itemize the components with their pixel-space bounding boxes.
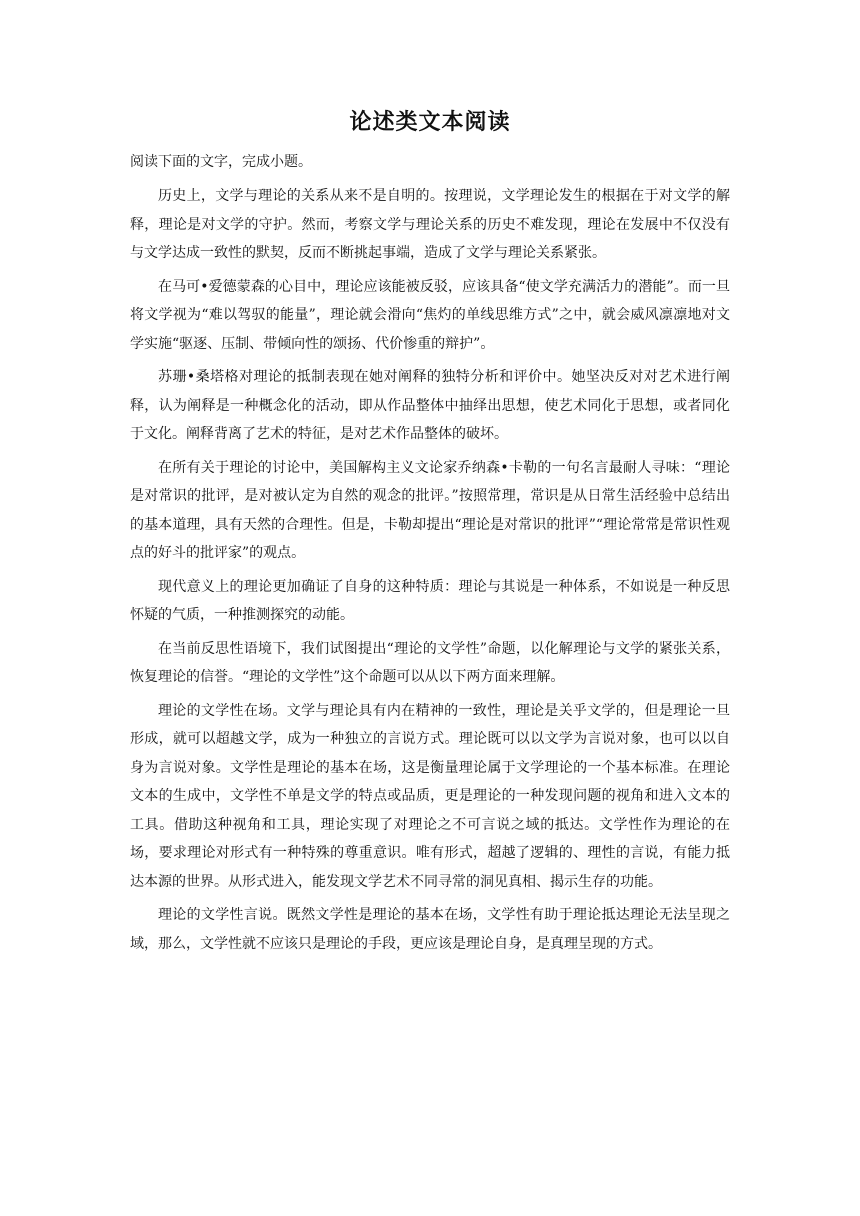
paragraph-5: 现代意义上的理论更加确证了自身的这种特质：理论与其说是一种体系，不如说是一种反思怀疑的气质，一种推测探究的动能。 (130, 578, 730, 623)
paragraph-3: 苏珊•桑塔格对理论的抵制表现在她对阐释的独特分析和评价中。她坚决反对对艺术进行阐释，认为阐释是一种概念化的活动，即从作品整体中抽绎出思想，使艺术同化于思想，或者同化于文化。阐释背离了艺术的特征，是对艺术作品整体的破坏。 (130, 369, 730, 442)
instructions: 阅读下面的文字，完成小题。 (130, 154, 312, 170)
paragraph-2: 在马可•爱德蒙森的心目中，理论应该能被反驳，应该具备“使文学充满活力的潜能”。而一旦将文学视为“难以驾驭的能量”，理论就会滑向“焦灼的单线思维方式”之中，就会威风凛凛地对文学实施“驱逐、压制、带倾向性的颂扬、代价惨重的辩护”。 (130, 278, 730, 352)
document-title: 论述类文本阅读 (349, 110, 511, 135)
paragraph-6: 在当前反思性语境下，我们试图提出“理论的文学性”命题，以化解理论与文学的紧张关系，恢复理论的信誉。“理论的文学性”这个命题可以从以下两方面来理解。 (130, 640, 730, 685)
paragraph-8: 理论的文学性言说。既然文学性是理论的基本在场，文学性有助于理论抵达理论无法呈现之域，那么，文学性就不应该只是理论的手段，更应该是理论自身，是真理呈现的方式。 (130, 907, 730, 952)
paragraph-7: 理论的文学性在场。文学与理论具有内在精神的一致性，理论是关乎文学的，但是理论一旦形成，就可以超越文学，成为一种独立的言说方式。理论既可以以文学为言说对象，也可以以自身为言说对象。文学性是理论的基本在场，这是衡量理论属于文学理论的一个基本标准。在理论文本的生成中，文学性不单是文学的特点或品质，更是理论的一种发现问题的视角和进入文本的工具。借助这种视角和工具，理论实现了对理论之不可言说之域的抵达。文学性作为理论的在场，要求理论对形式有一种特殊的尊重意识。唯有形式，超越了逻辑的、理性的言说，有能力抵达本源的世界。从形式进入，能发现文学艺术不同寻常的洞见真相、揭示生存的功能。 (130, 702, 730, 890)
document-page (130, 108, 730, 963)
paragraph-4: 在所有关于理论的讨论中，美国解构主义文论家乔纳森•卡勒的一句名言最耐人寻味：“理论是对常识的批评，是对被认定为自然的观念的批评。”按照常理，常识是从日常生活经验中总结出的基本道理，具有天然的合理性。但是，卡勒却提出“理论是对常识的批评”“理论常常是常识性观点的好斗的批评家”的观点。 (130, 459, 730, 561)
paragraph-1: 历史上，文学与理论的关系从来不是自明的。按理说，文学理论发生的根据在于对文学的解释，理论是对文学的守护。然而，考察文学与理论关系的历史不难发现，理论在发展中不仅没有与文学达成一致性的默契，反而不断挑起事端，造成了文学与理论关系紧张。 (130, 188, 730, 261)
